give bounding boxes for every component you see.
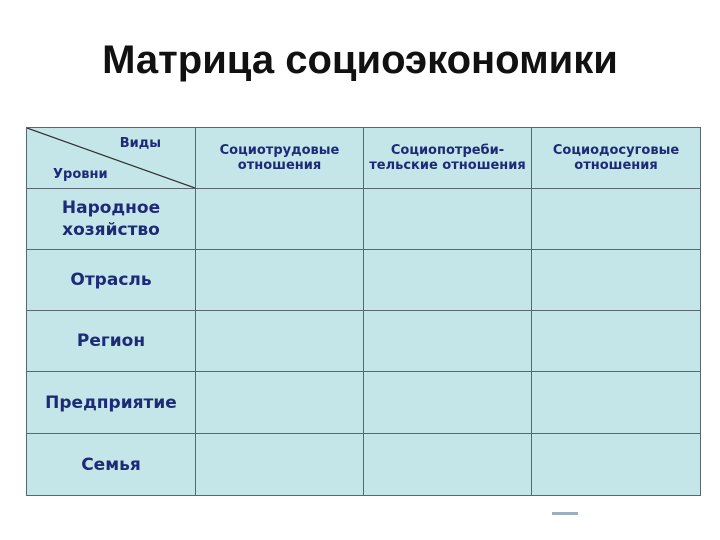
header-row — [27, 128, 701, 189]
matrix-cell — [364, 189, 532, 250]
matrix-cell — [532, 189, 701, 250]
row-header: Семья — [27, 434, 196, 496]
footer-decoration — [552, 512, 578, 515]
matrix-cell — [196, 311, 364, 372]
matrix-cell — [532, 311, 701, 372]
column-header — [364, 128, 532, 189]
matrix-cell — [196, 372, 364, 434]
column-header-label: Социотрудовые отношения — [219, 143, 340, 173]
table-row — [27, 250, 701, 311]
matrix-cell — [364, 250, 532, 311]
corner-label-types: Виды — [119, 136, 161, 151]
matrix-cell — [196, 189, 364, 250]
socioeconomics-matrix — [26, 127, 701, 496]
row-header: Отрасль — [27, 250, 196, 311]
matrix-cell — [364, 311, 532, 372]
column-header — [532, 128, 701, 189]
table-row — [27, 372, 701, 434]
table-row — [27, 434, 701, 496]
matrix-cell — [364, 434, 532, 496]
table-row — [27, 311, 701, 372]
column-header — [196, 128, 364, 189]
column-header-label: Социопотреби-тельские отношения — [369, 143, 526, 173]
matrix-cell — [532, 250, 701, 311]
row-header: Регион — [27, 311, 196, 372]
matrix-cell — [196, 250, 364, 311]
matrix-cell — [196, 434, 364, 496]
matrix-cell — [532, 434, 701, 496]
table-row — [27, 189, 701, 250]
row-header: Народное хозяйство — [27, 189, 196, 250]
page-title: Матрица социоэкономики — [102, 38, 618, 82]
corner-cell — [27, 128, 196, 189]
matrix-cell — [364, 372, 532, 434]
matrix-cell — [532, 372, 701, 434]
row-header: Предприятие — [27, 372, 196, 434]
corner-label-levels: Уровни — [53, 167, 108, 182]
column-header-label: Социодосуговые отношения — [552, 143, 680, 173]
